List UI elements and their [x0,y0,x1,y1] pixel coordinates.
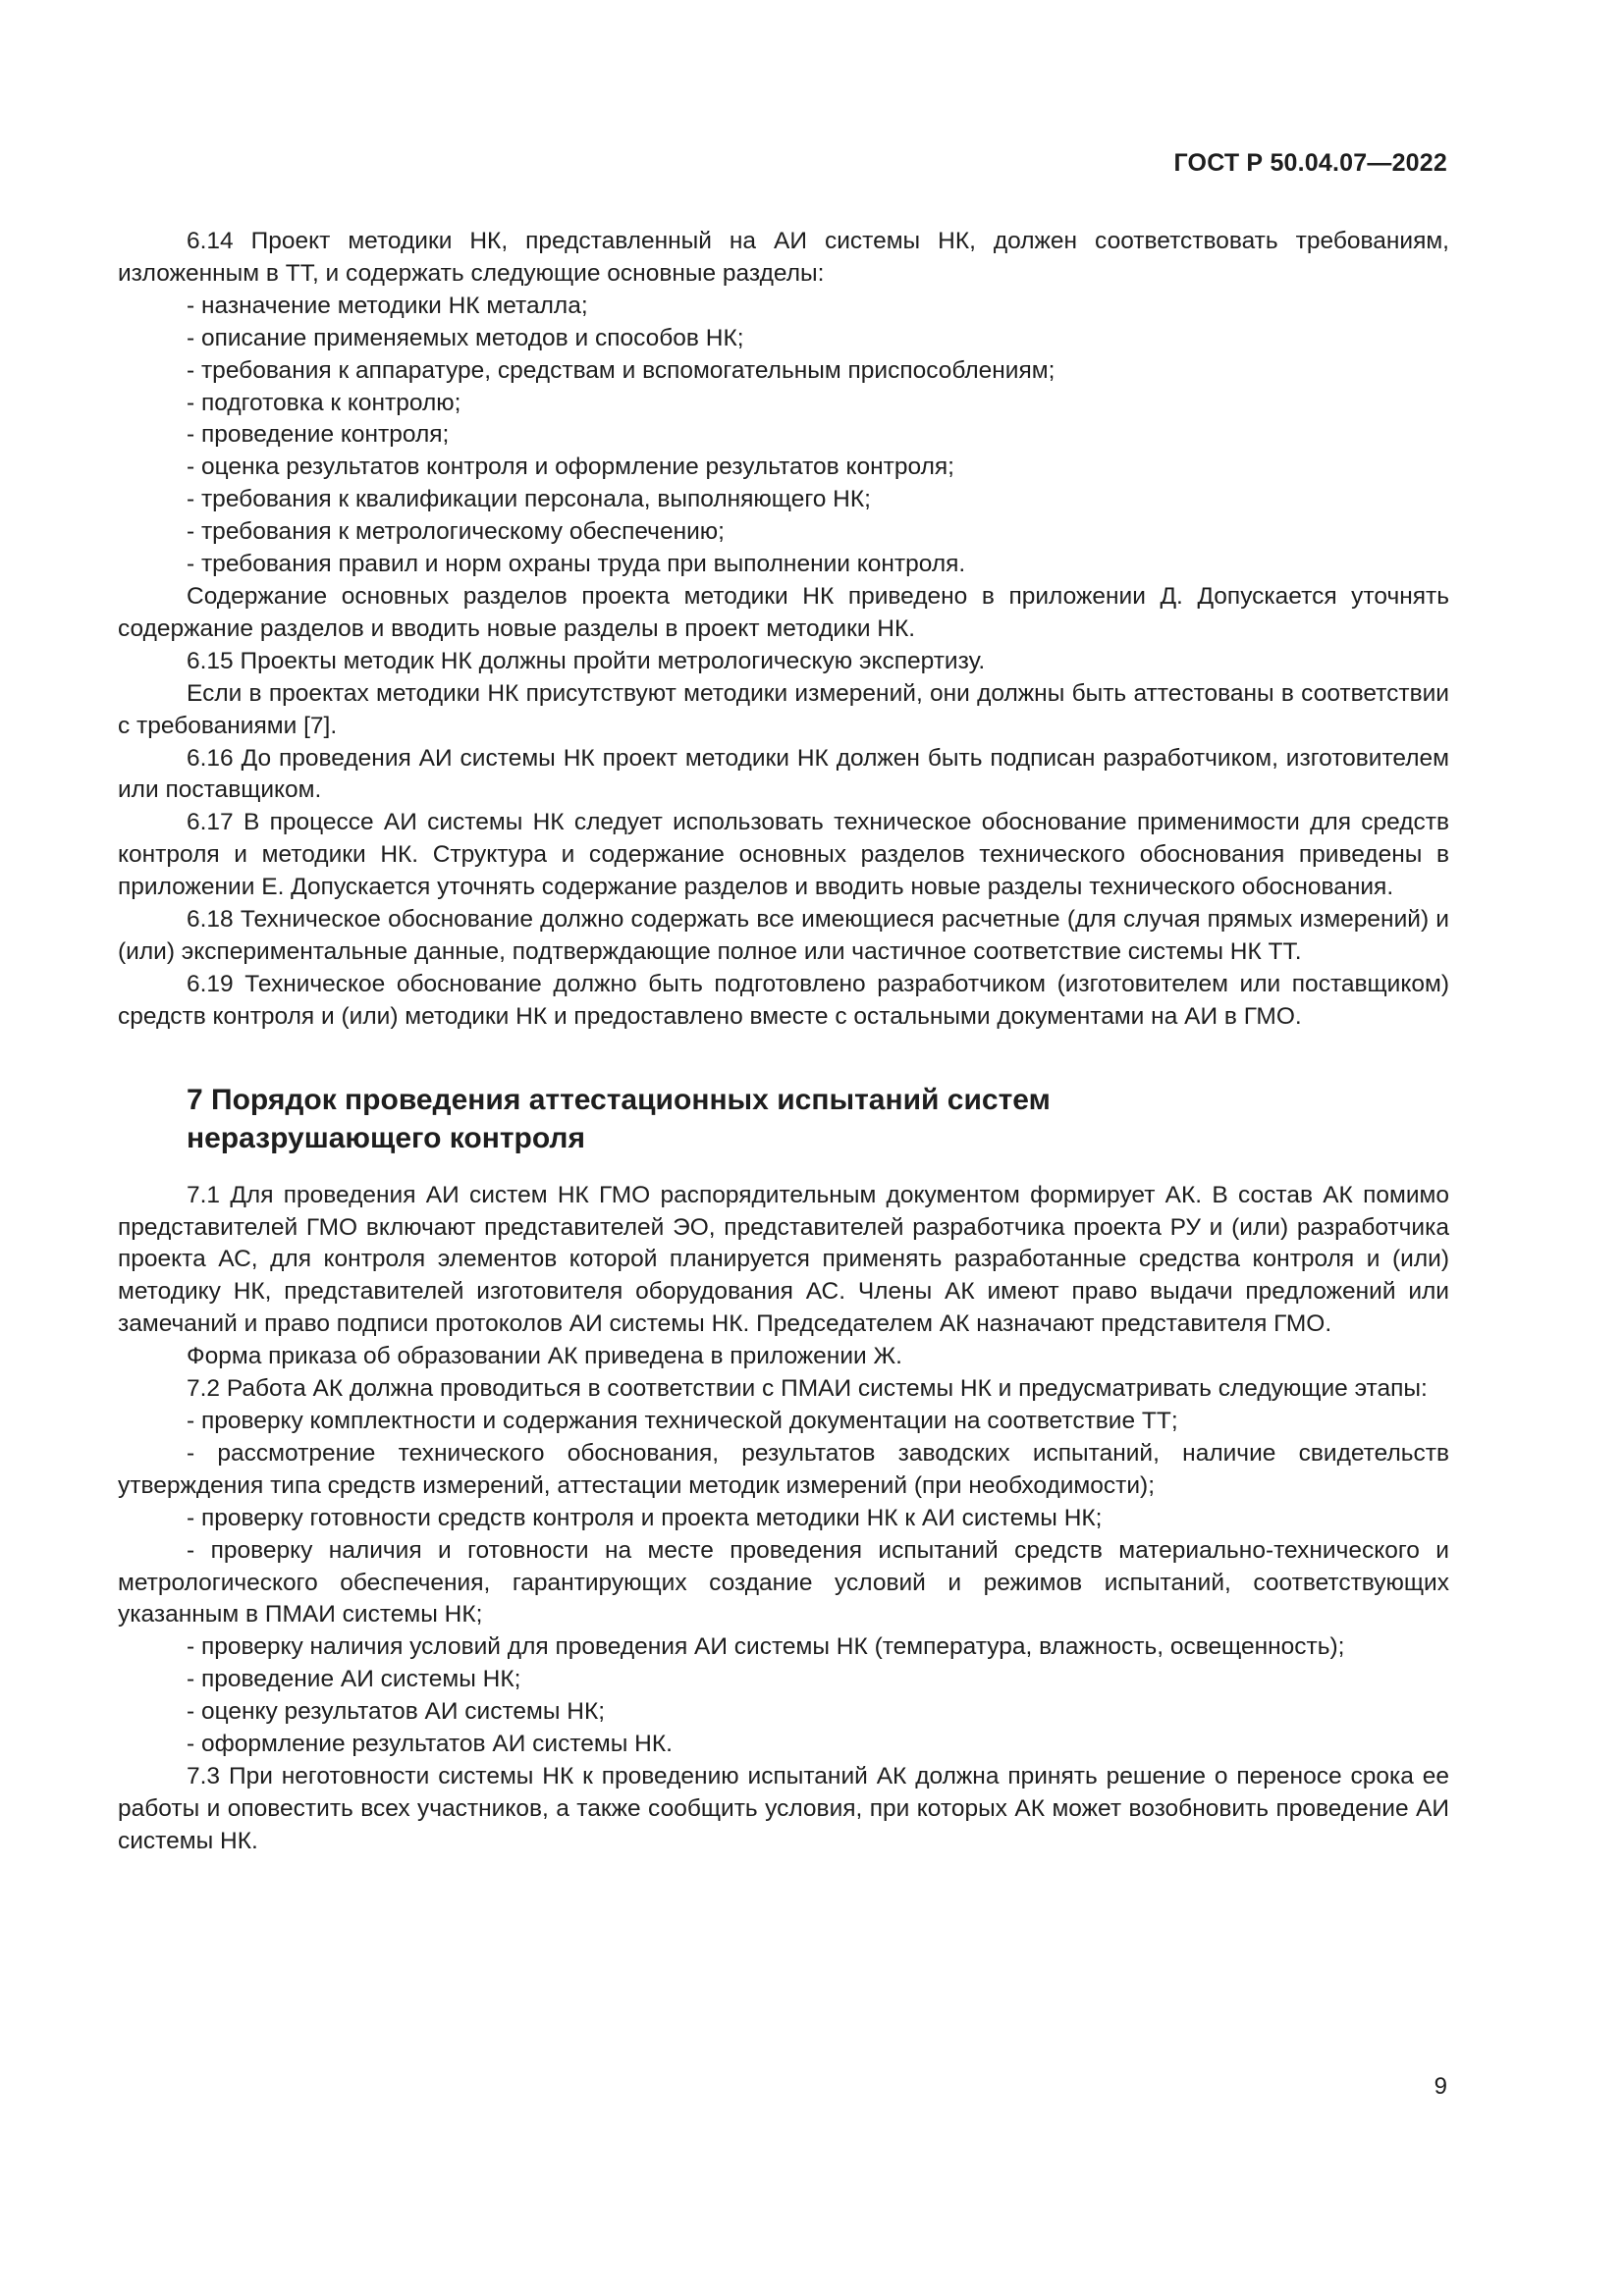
list-item: - оформление результатов АИ системы НК. [187,1731,673,1758]
list-item: - проверку комплектности и содержания технической документации на соответствие ТТ; [187,1408,1178,1434]
list-item: - оценка результатов контроля и оформление результатов контроля; [187,454,954,481]
clause-6-15: 6.15 Проекты методик НК должны пройти метрологическую экспертизу. [187,647,986,674]
list-item: - проверку наличия условий для проведения АИ системы НК (температура, влажность, освещенность); [187,1633,1345,1661]
list-item: - проведение контроля; [187,421,450,449]
list-item: - проверку наличия и готовности на месте проведения испытаний средств материально-технического и метрологического обеспечения, гарантирующих создание условий и режимов испытаний, соответствующих указанным в ПМАИ системы НК; [118,1536,1449,1629]
list-item: - назначение методики НК металла; [187,292,588,319]
clause-7-1-note: Форма приказа об образовании АК приведена в приложении Ж. [187,1343,902,1370]
clause-6-18: 6.18 Техническое обоснование должно содержать все имеющиеся расчетные (для случая прямых измерений) и (или) экспериментальные данные, подтверждающие полное или частичное соответствие системы НК ТТ. [118,906,1449,965]
section-7-heading [118,1081,1449,1157]
clause-7-1: 7.1 Для проведения АИ систем НК ГМО распорядительным документом формирует АК. В состав АК помимо представителей ГМО включают представителей ЭО, представителей разработчика проекта РУ и (или) разработчика проекта АС, для контроля элементов которой планируется применять разработанные средства контроля и (или) методику НК, представителей изготовителя оборудования АС. Члены АК имеют право выдачи предложений или замечаний и право подписи протоколов АИ системы НК. Председателем АК назначают представителя ГМО. [118,1181,1449,1338]
clause-6-14-note: Содержание основных разделов проекта методики НК приведено в приложении Д. Допускается уточнять содержание разделов и вводить новые разделы в проект методики НК. [118,582,1449,642]
list-item: - проверку готовности средств контроля и проекта методики НК к АИ системы НК; [187,1504,1103,1531]
list-item: - описание применяемых методов и способов НК; [187,324,744,351]
clause-7-2: 7.2 Работа АК должна проводиться в соответствии с ПМАИ системы НК и предусматривать следующие этапы: [187,1375,1428,1403]
document-code-header: ГОСТ Р 50.04.07—2022 [1173,149,1447,177]
clause-6-17: 6.17 В процессе АИ системы НК следует использовать техническое обоснование применимости для средств контроля и методики НК. Структура и содержание основных разделов технического обоснования приведены в приложении Е. Допускается уточнять содержание разделов и вводить новые разделы технического обоснования. [118,809,1449,901]
clause-6-14: 6.14 Проект методики НК, представленный на АИ системы НК, должен соответствовать требованиям, изложенным в ТТ, и содержать следующие основные разделы: [118,228,1449,287]
list-item: - требования к аппаратуре, средствам и вспомогательным приспособлениям; [187,356,1056,384]
list-item: - рассмотрение технического обоснования, результатов заводских испытаний, наличие свидетельств утверждения типа средств измерений, аттестации методик измерений (при необходимости); [118,1439,1449,1499]
section-7-heading-line-1: 7 Порядок проведения аттестационных испытаний систем [187,1083,1051,1116]
list-item: - требования правил и норм охраны труда при выполнении контроля. [187,551,966,578]
list-item: - требования к квалификации персонала, выполняющего НК; [187,486,871,513]
page-number: 9 [1434,2073,1447,2100]
clause-6-15-note: Если в проектах методики НК присутствуют методики измерений, они должны быть аттестованы в соответствии с требованиями [7]. [118,679,1449,739]
list-item: - подготовка к контролю; [187,389,461,416]
list-item: - оценку результатов АИ системы НК; [187,1698,606,1726]
document-body [118,226,1449,1858]
list-item: - проведение АИ системы НК; [187,1666,521,1693]
section-7-heading-line-2: неразрушающего контроля [187,1121,585,1154]
clause-7-3: 7.3 При неготовности системы НК к проведению испытаний АК должна принять решение о переносе срока ее работы и оповестить всех участников, а также сообщить условия, при которых АК может возобновить проведение АИ системы НК. [118,1762,1449,1854]
clause-6-19: 6.19 Техническое обоснование должно быть подготовлено разработчиком (изготовителем или поставщиком) средств контроля и (или) методики НК и предоставлено вместе с остальными документами на АИ в ГМО. [118,970,1449,1030]
list-item: - требования к метрологическому обеспечению; [187,518,725,546]
clause-6-16: 6.16 До проведения АИ системы НК проект методики НК должен быть подписан разработчиком, изготовителем или поставщиком. [118,744,1449,804]
